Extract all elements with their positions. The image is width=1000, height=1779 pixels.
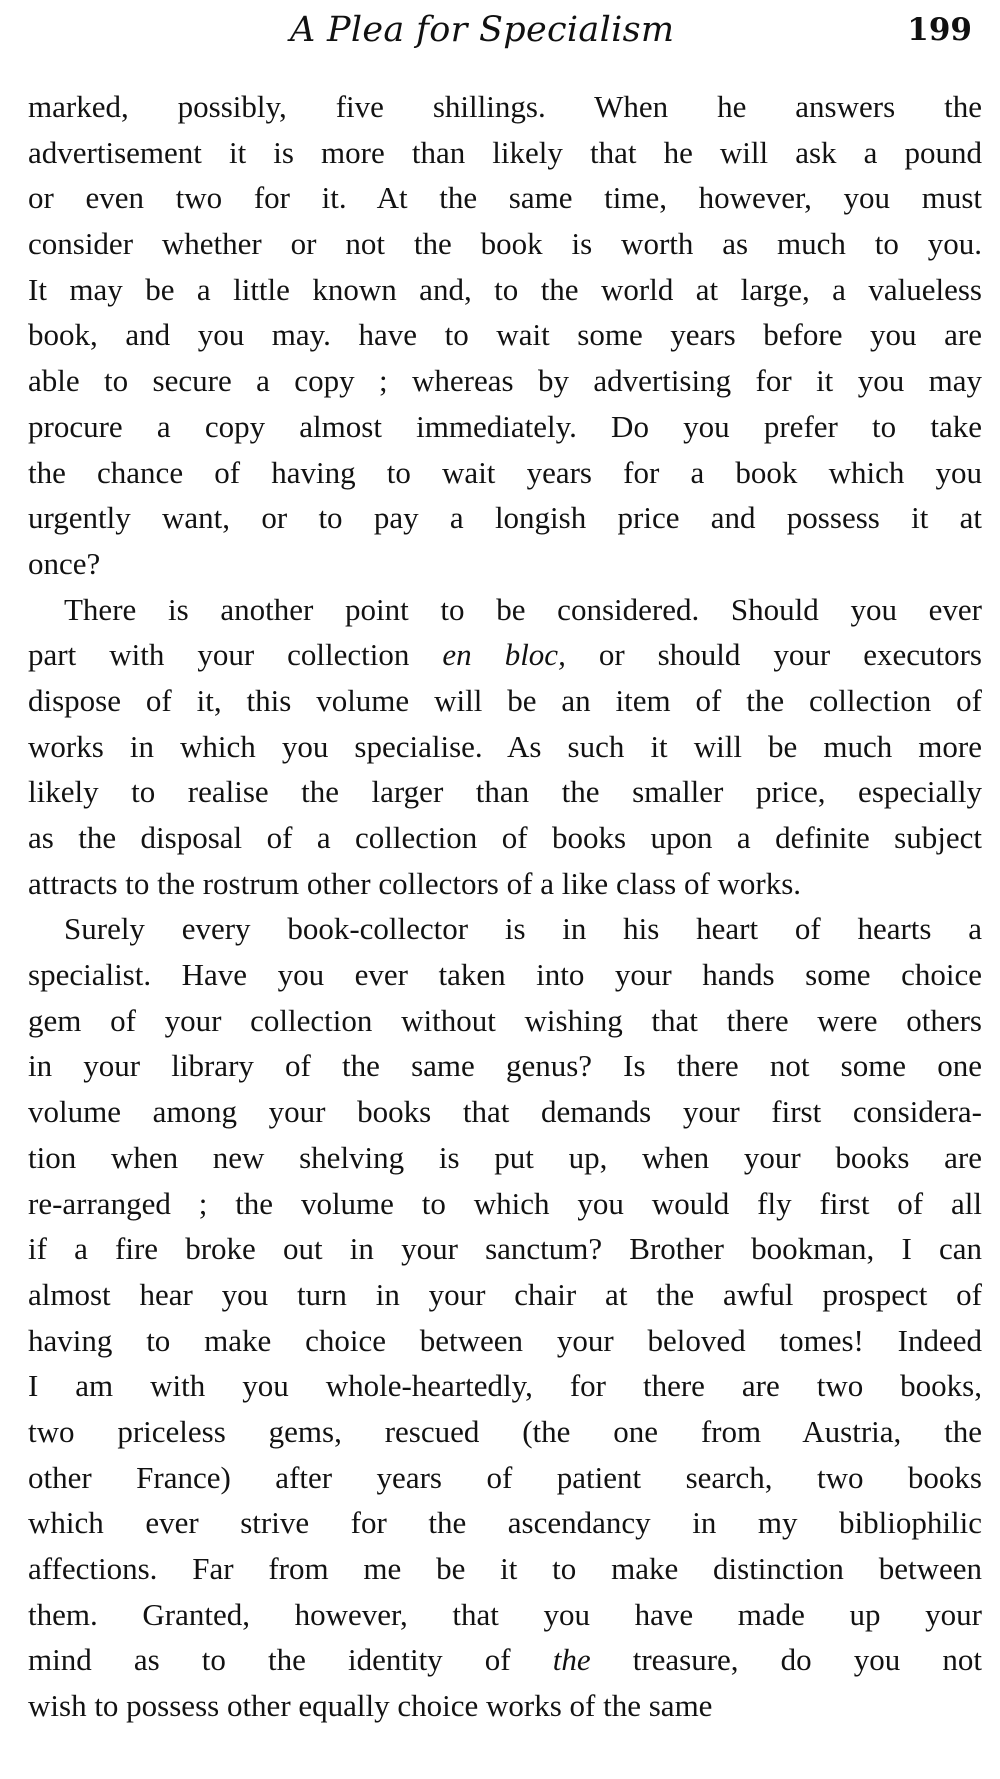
italic-text: en bloc, (442, 637, 566, 673)
page-number: 199 (907, 12, 972, 48)
text-line: in your library of the same genus? Is there not some one (28, 1048, 982, 1084)
text-line: I am with you whole-heartedly, for there are two books, (28, 1368, 982, 1404)
text-line: affections. Far from me be it to make distinction between (28, 1551, 982, 1586)
line-text: or should your executors (565, 637, 982, 673)
text-line: book, and you may. have to wait some years before you are (28, 317, 982, 353)
text-line (28, 1637, 982, 1683)
text-line: marked, possibly, five shillings. When he answers the (28, 89, 982, 124)
text-line: Surely every book-collector is in his heart of hearts a (64, 911, 982, 947)
paragraph (28, 906, 982, 1728)
line-text: part with your collection (28, 637, 443, 673)
text-line: attracts to the rostrum other collectors of a like class of works. (28, 865, 802, 901)
running-title: A Plea for Specialism (290, 10, 675, 50)
paragraph (28, 587, 982, 907)
text-line: as the disposal of a collection of books upon a definite subject (28, 820, 982, 855)
text-line: the chance of having to wait years for a book which you (28, 454, 982, 490)
text-line: them. Granted, however, that you have made up your (28, 1596, 982, 1632)
text-line: volume among your books that demands your first considera- (28, 1094, 982, 1130)
text-line: almost hear you turn in your chair at the awful prospect of (28, 1276, 982, 1312)
running-head (0, 4, 1000, 56)
text-line: It may be a little known and, to the world at large, a valueless (28, 271, 982, 307)
text-line: There is another point to be considered. Should you ever (64, 591, 982, 627)
text-line: tion when new shelving is put up, when your books are (28, 1139, 982, 1175)
body-text (28, 84, 982, 1729)
text-line: likely to realise the larger than the smaller price, especially (28, 774, 982, 810)
text-line: other France) after years of patient search, two books (28, 1459, 982, 1495)
text-line: urgently want, or to pay a longish price and possess it at (28, 500, 982, 536)
text-line (28, 632, 982, 678)
text-line: having to make choice between your beloved tomes! Indeed (28, 1322, 982, 1358)
text-line: gem of your collection without wishing that there were others (28, 1002, 982, 1038)
text-line: advertisement it is more than likely that he will ask a pound (28, 134, 982, 170)
paragraph (28, 84, 982, 587)
italic-text: the (552, 1642, 591, 1678)
text-line: consider whether or not the book is worth as much to you. (28, 226, 982, 262)
text-line: or even two for it. At the same time, however, you must (28, 180, 982, 216)
text-line: wish to possess other equally choice works of the same (28, 1688, 713, 1724)
text-line: procure a copy almost immediately. Do you prefer to take (28, 408, 982, 444)
text-line: re-arranged ; the volume to which you would fly first of all (28, 1185, 982, 1221)
text-line: able to secure a copy ; whereas by advertising for it you may (28, 363, 982, 399)
text-line: specialist. Have you ever taken into your hands some choice (28, 957, 982, 993)
text-line: once? (28, 545, 101, 581)
line-text: mind as to the identity of (28, 1642, 553, 1678)
text-line: dispose of it, this volume will be an item of the collection of (28, 682, 982, 718)
text-line: which ever strive for the ascendancy in my bibliophilic (28, 1505, 982, 1541)
text-line: if a fire broke out in your sanctum? Brother bookman, I can (28, 1231, 982, 1267)
text-line: works in which you specialise. As such it will be much more (28, 728, 982, 764)
text-line: two priceless gems, rescued (the one from Austria, the (28, 1413, 982, 1449)
line-text: treasure, do you not (590, 1642, 982, 1678)
